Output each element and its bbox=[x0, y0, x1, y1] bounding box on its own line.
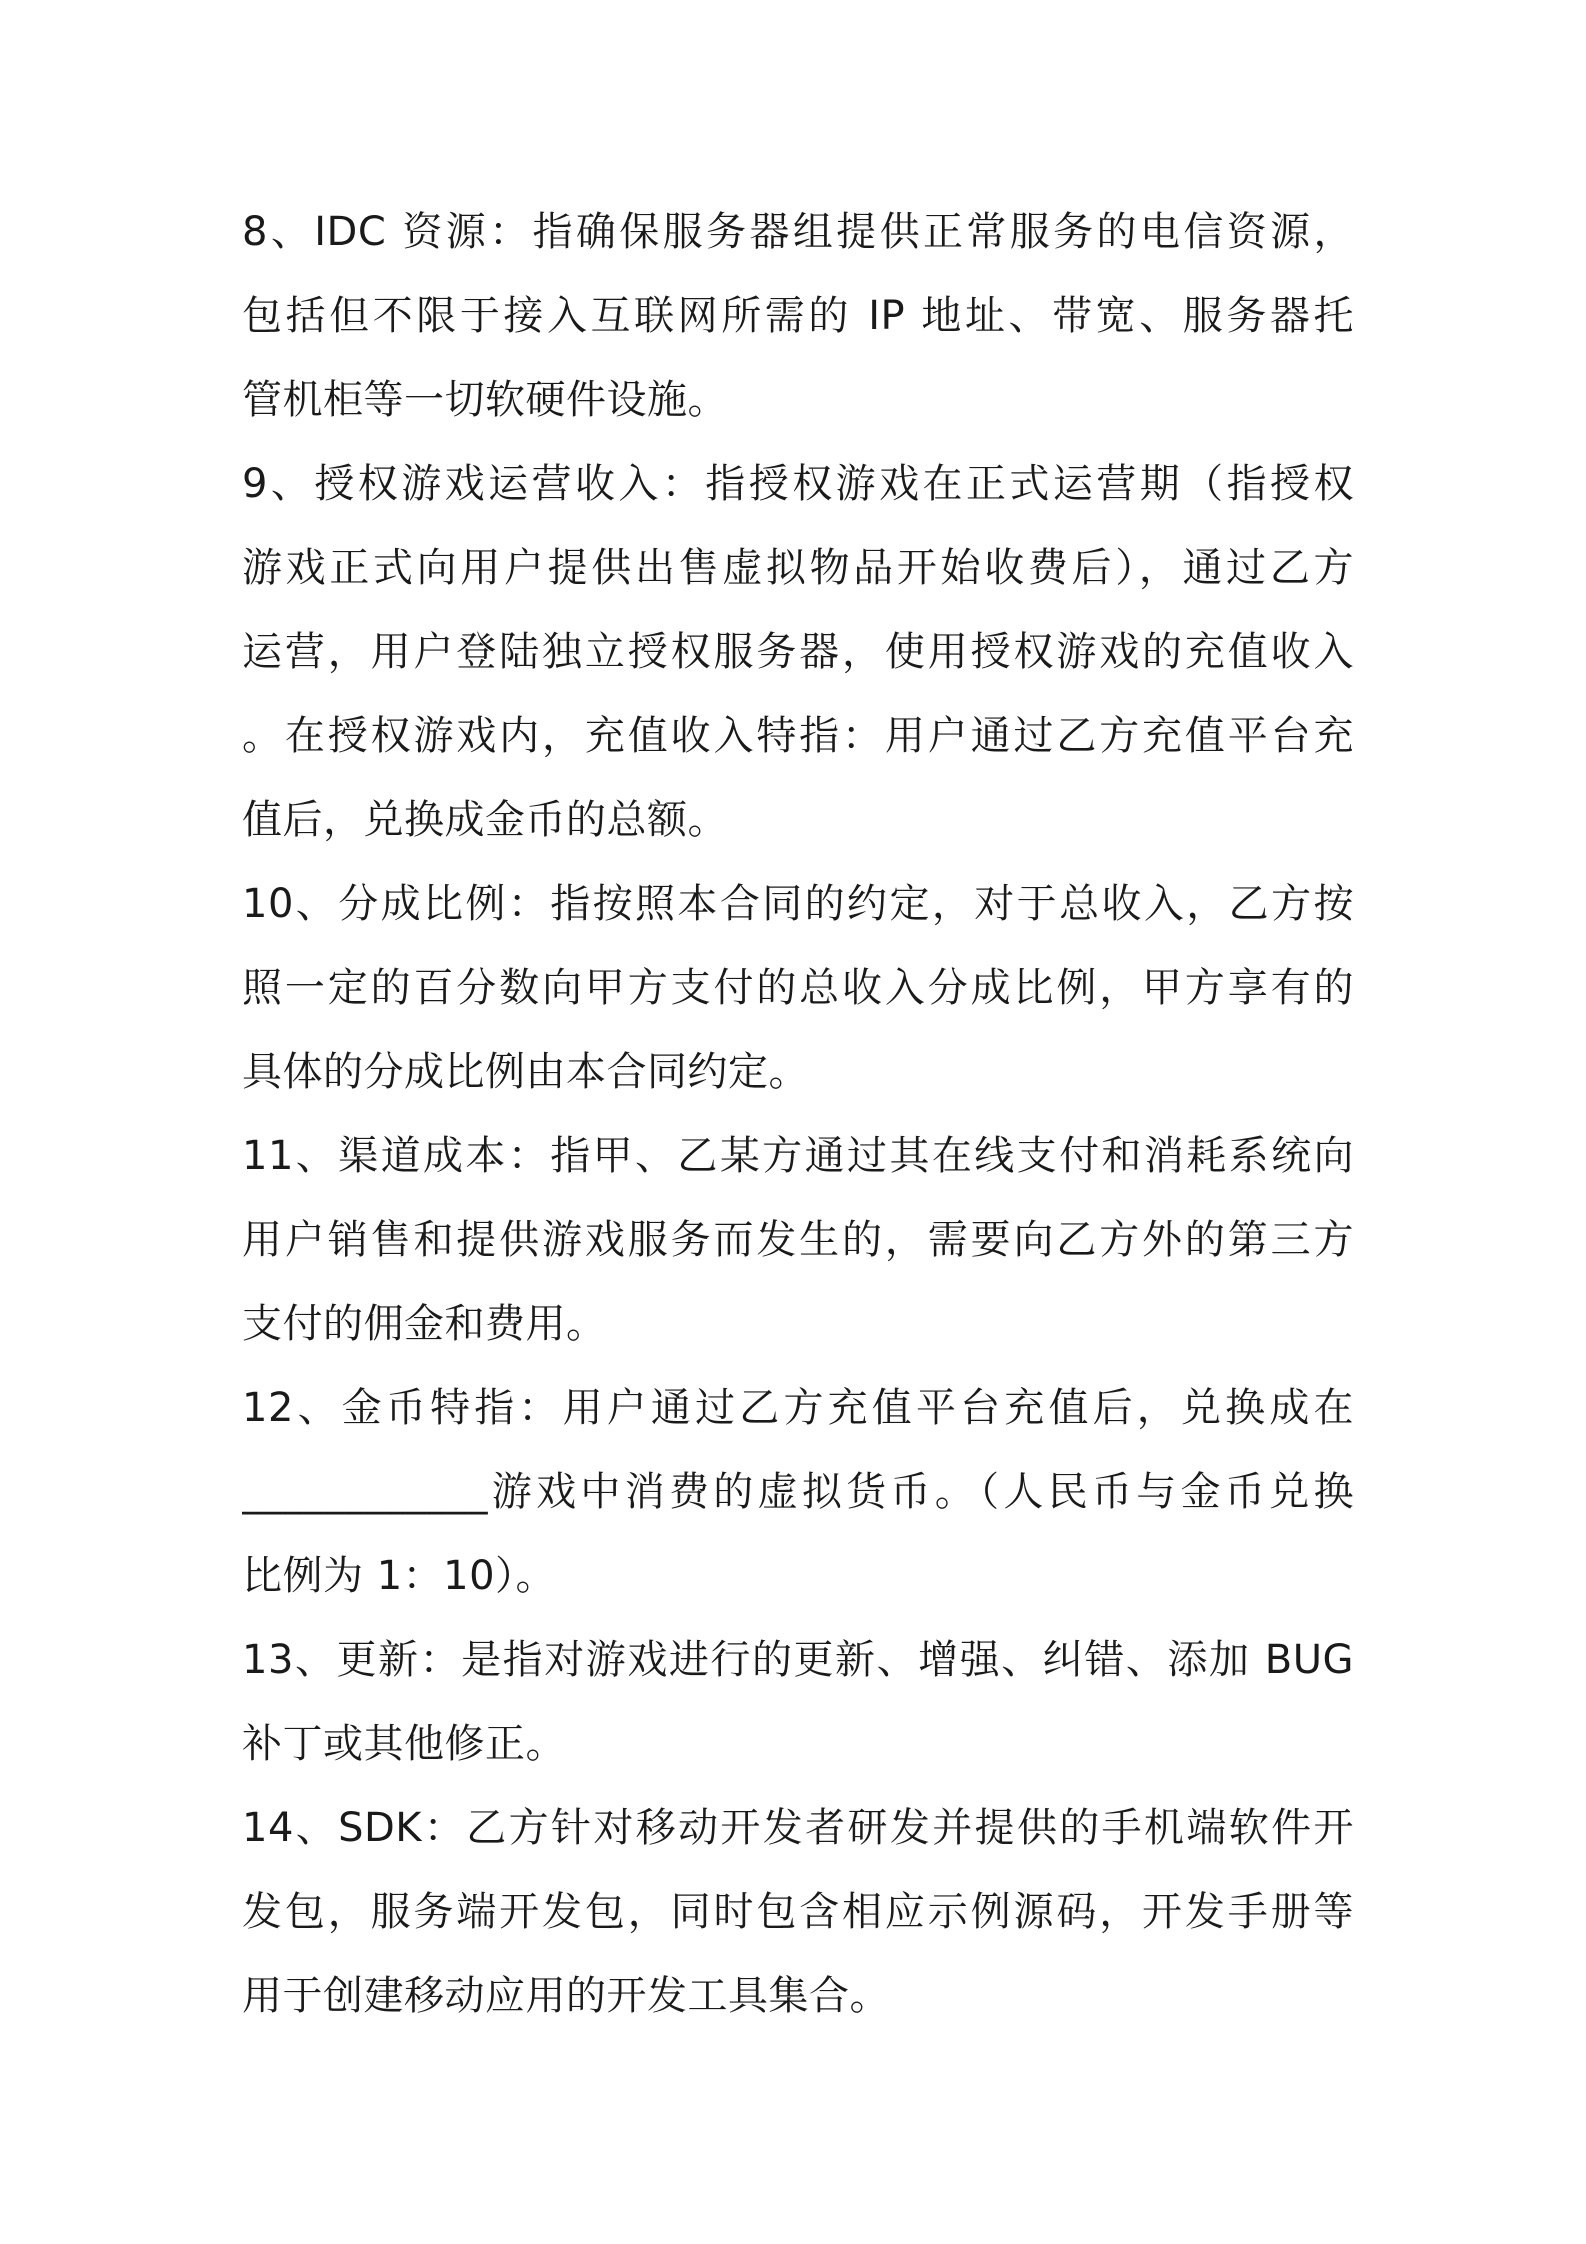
document-body bbox=[242, 190, 1354, 2038]
text-line: 包括但不限于接入互联网所需的 IP 地址、带宽、服务器托 bbox=[242, 293, 1354, 339]
text-line: 13、更新：是指对游戏进行的更新、增强、纠错、添加 BUG bbox=[242, 1637, 1354, 1683]
text-line: 管机柜等一切软硬件设施。 bbox=[242, 377, 728, 423]
text-line: 照一定的百分数向甲方支付的总收入分成比例，甲方享有的 bbox=[242, 965, 1354, 1011]
text-line: 9、授权游戏运营收入：指授权游戏在正式运营期（指授权 bbox=[242, 461, 1354, 507]
text-line: 补丁或其他修正。 bbox=[242, 1721, 566, 1767]
text-line: 运营，用户登陆独立授权服务器，使用授权游戏的充值收入 bbox=[242, 629, 1354, 675]
text-line: 。在授权游戏内，充值收入特指：用户通过乙方充值平台充 bbox=[242, 713, 1354, 759]
text-line: 支付的佣金和费用。 bbox=[242, 1301, 607, 1347]
text-line: 10、分成比例：指按照本合同的约定，对于总收入，乙方按 bbox=[242, 881, 1354, 927]
text-line: 用于创建移动应用的开发工具集合。 bbox=[242, 1973, 890, 2019]
text-line: 具体的分成比例由本合同约定。 bbox=[242, 1049, 809, 1095]
text-line: 12、金币特指：用户通过乙方充值平台充值后，兑换成在 bbox=[242, 1385, 1354, 1431]
text-line: 11、渠道成本：指甲、乙某方通过其在线支付和消耗系统向 bbox=[242, 1133, 1354, 1179]
text-line: 用户销售和提供游戏服务而发生的，需要向乙方外的第三方 bbox=[242, 1217, 1354, 1263]
text-line: ____________游戏中消费的虚拟货币。（人民币与金币兑换 bbox=[242, 1469, 1354, 1515]
text-line: 发包，服务端开发包，同时包含相应示例源码，开发手册等 bbox=[242, 1889, 1354, 1935]
text-line: 14、SDK：乙方针对移动开发者研发并提供的手机端软件开 bbox=[242, 1805, 1354, 1851]
text-line: 游戏正式向用户提供出售虚拟物品开始收费后），通过乙方 bbox=[242, 545, 1354, 591]
text-line: 比例为 1：10）。 bbox=[242, 1553, 557, 1599]
text-line: 值后，兑换成金币的总额。 bbox=[242, 797, 728, 843]
text-line: 8、IDC 资源：指确保服务器组提供正常服务的电信资源， bbox=[242, 209, 1354, 255]
